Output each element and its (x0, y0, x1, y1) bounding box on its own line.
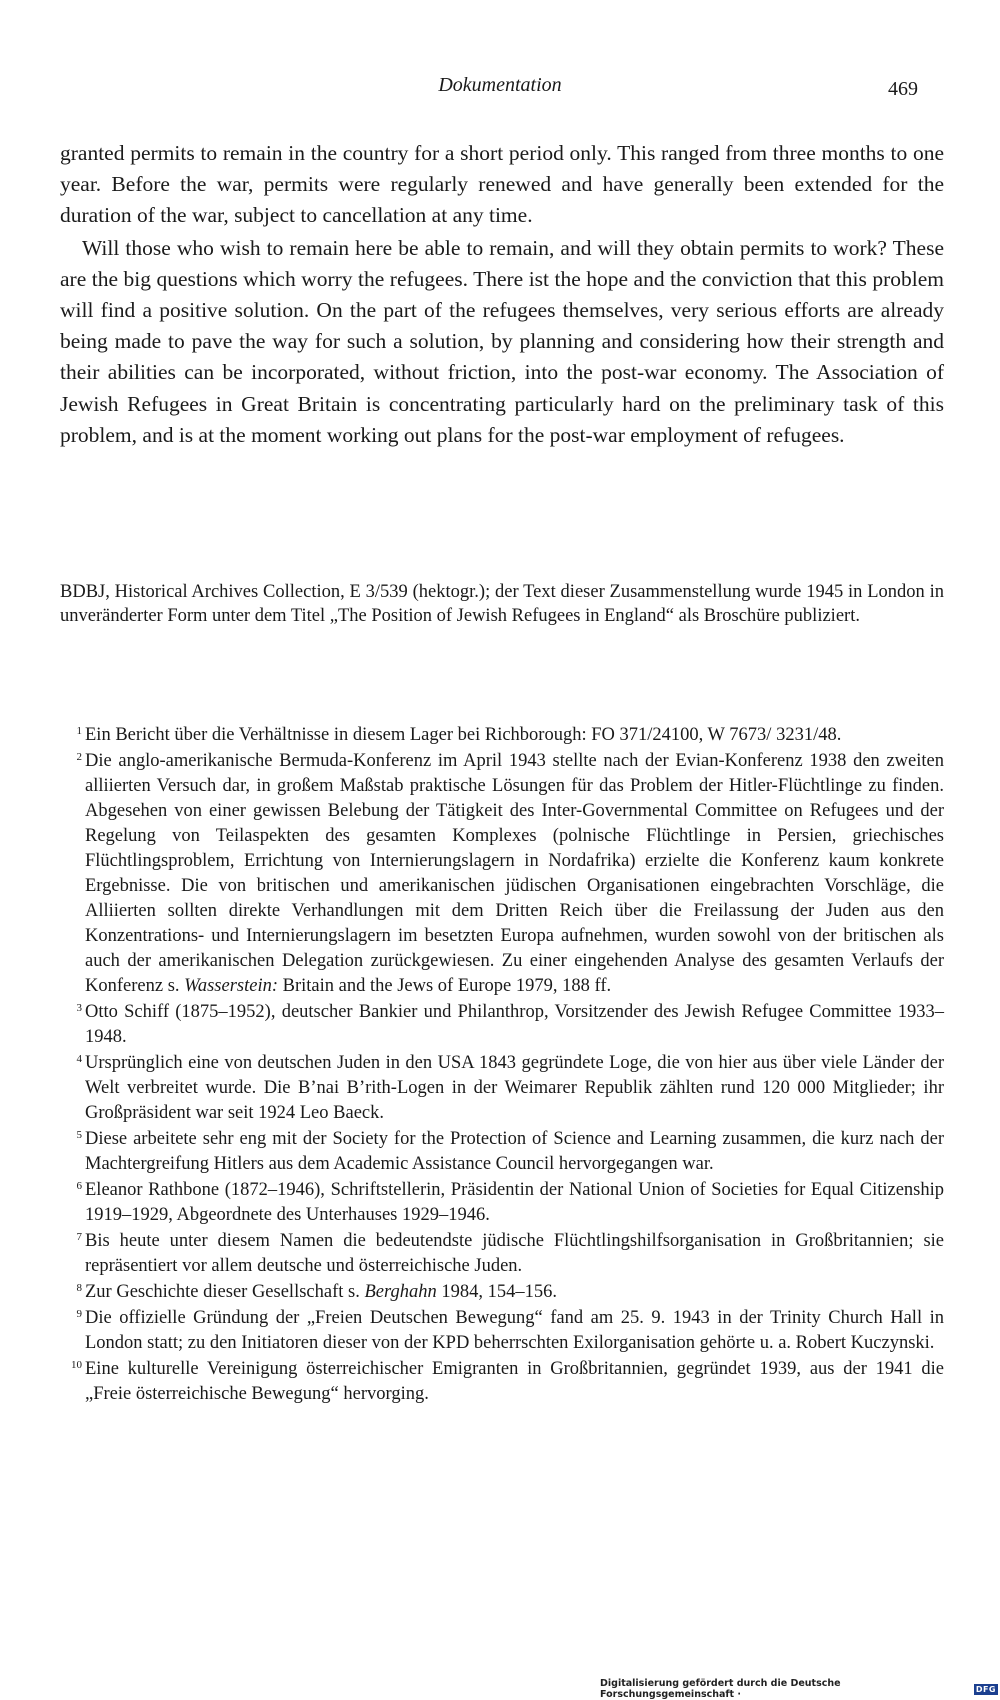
footnote-text: Eleanor Rathbone (1872–1946), Schriftstellerin, Präsidentin der National Union of Societies for Equal Citizenship 1919–1929, Abgeordnete des Unterhauses 1929–1946. (85, 1180, 944, 1225)
footnote (60, 1127, 944, 1177)
footnote-text: Ein Bericht über die Verhältnisse in diesem Lager bei Richborough: FO 371/24100, W 7673/ 3231/48. (85, 725, 842, 745)
footnote-number: 6 (76, 1180, 82, 1192)
footnote (60, 1000, 944, 1050)
footnote (60, 749, 944, 999)
source-note: BDBJ, Historical Archives Collection, E 3/539 (hektogr.); der Text dieser Zusammenstellung wurde 1945 in London in unveränderter Form unter dem Titel „The Position of Jewish Refugees in England“ als Broschüre publiziert. (60, 582, 944, 626)
footnote-text: Eine kulturelle Vereinigung österreichischer Emigranten in Großbritannien, gegründet 1939, aus der 1941 die „Freie österreichische Bewegung“ hervorging. (85, 1359, 944, 1404)
footnote-text: Otto Schiff (1875–1952), deutscher Bankier und Philanthrop, Vorsitzender des Jewish Refugee Committee 1933–1948. (85, 1002, 944, 1047)
credit-text: Digitalisierung gefördert durch die Deutsche Forschungsgemeinschaft · (600, 1678, 841, 1700)
footnote-text (82, 749, 944, 999)
footnote-number: 4 (76, 1053, 82, 1065)
footnote-number: 9 (76, 1308, 82, 1320)
footnote-text: Ursprünglich eine von deutschen Juden in den USA 1843 gegründete Loge, die von hier aus über viele Länder der Welt verbreitet wurde. Die B’nai B’rith-Logen in der Weimarer Republik zählten rund 120 000 Mitglieder; ihr Großpräsident war seit 1924 Leo Baeck. (85, 1053, 944, 1123)
footnote-text: Bis heute unter diesem Namen die bedeutendste jüdische Flüchtlingshilfsorganisation in Großbritannien; sie repräsentiert vor allem deutsche und österreichische Juden. (85, 1231, 944, 1276)
footnote-author: Wasserstein: (184, 976, 279, 996)
body-paragraph: granted permits to remain in the country for a short period only. This ranged from three months to one year. Before the war, permits were regularly renewed and have generally been extended for the duration of the war, subject to cancellation at any time. (60, 141, 944, 228)
footnote-number: 8 (76, 1282, 82, 1294)
footnote-author: Berghahn (364, 1282, 437, 1302)
running-header-title: Dokumentation (438, 74, 562, 96)
footnote-number: 3 (76, 1002, 82, 1014)
main-text (60, 138, 944, 451)
footnote (60, 1306, 944, 1356)
footnote (60, 1178, 944, 1228)
footnote-text-tail: 1984, 154–156. (441, 1282, 557, 1302)
footnotes (60, 723, 944, 1408)
digitization-credit (600, 1678, 1000, 1700)
footnote (60, 1357, 944, 1407)
footnote (60, 1280, 944, 1305)
dfg-logo: DFG (975, 1684, 996, 1694)
footnote (60, 723, 944, 748)
footnote-number: 10 (71, 1359, 82, 1371)
footnote-number: 1 (76, 725, 82, 737)
footnote-text: Die offizielle Gründung der „Freien Deutschen Bewegung“ fand am 25. 9. 1943 in der Trinity Church Hall in London statt; zu den Initiatoren dieser von der KPD beherrschten Exilorganisation gehörte u. a. Robert Kuczynski. (85, 1308, 944, 1353)
footnote-text-main: Zur Geschichte dieser Gesellschaft s. (85, 1282, 360, 1302)
page-number: 469 (888, 78, 918, 100)
footnote-text (82, 1280, 944, 1305)
footnote-text-tail: Britain and the Jews of Europe 1979, 188 ff. (282, 976, 612, 996)
body-paragraph: Will those who wish to remain here be able to remain, and will they obtain permits to work? These are the big questions which worry the refugees. There ist the hope and the conviction that this problem will find a positive solution. On the part of the refugees themselves, very serious efforts are already being made to pave the way for such a solution, by planning and considering how their strength and their abilities can be incorporated, without friction, into the post-war economy. The Association of Jewish Refugees in Great Britain is concentrating particularly hard on the preliminary task of this problem, and is at the moment working out plans for the post-war employment of refugees. (60, 235, 944, 447)
footnote-text-main: Die anglo-amerikanische Bermuda-Konferenz im April 1943 stellte nach der Evian-Konferenz 1938 den zweiten alliierten Versuch dar, in großem Maßstab praktische Lösungen für das Problem der Hitler-Flüchtlinge zu finden. Abgesehen von einer gewissen Belebung der Tätigkeit des Inter-Governmental Committee on Refugees und der Regelung von Teilaspekten des gesamten Komplexes (polnische Flüchtlinge in Persien, griechisches Flüchtlingsproblem, Errichtung von Internierungslagern in Nordafrika) erzielte die Konferenz kaum konkrete Ergebnisse. Die von britischen und amerikanischen jüdischen Organisationen eingebrachten Vorschläge, die Alliierten sollten direkte Verhandlungen mit dem Dritten Reich über die Freilassung der Juden aus den Konzentrations- und Internierungslagern im besetzten Europa aufnehmen, wurden sowohl von der britischen als auch der amerikanischen Delegation zurückgewiesen. Zu einer eingehenden Analyse des gesamten Verlaufs der Konferenz s. (85, 751, 944, 996)
footnote (60, 1051, 944, 1126)
footnote (60, 1229, 944, 1279)
footnote-number: 7 (76, 1231, 82, 1243)
footnote-number: 2 (76, 751, 82, 763)
footnote-text: Diese arbeitete sehr eng mit der Society for the Protection of Science and Learning zusammen, die kurz nach der Machtergreifung Hitlers aus dem Academic Assistance Council hervorgegangen war. (85, 1129, 944, 1174)
footnote-number: 5 (76, 1129, 82, 1141)
